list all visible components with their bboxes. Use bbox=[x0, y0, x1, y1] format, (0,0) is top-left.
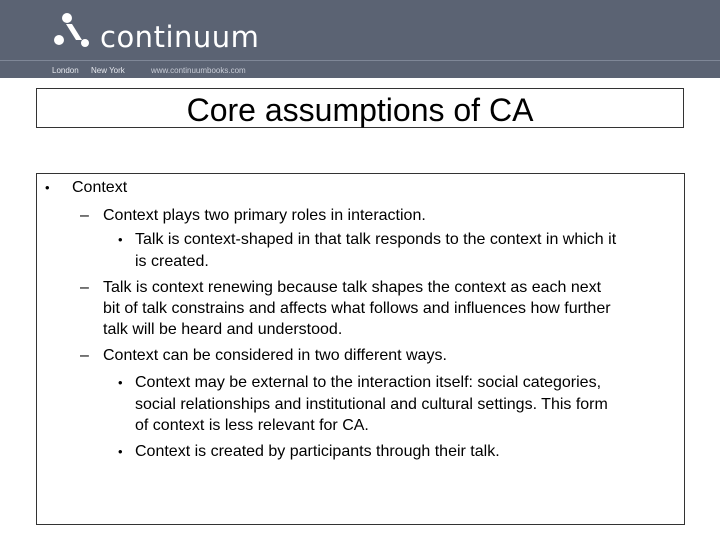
subbullet-context-renewing-line1: Talk is context renewing because talk shapes the context as each next bbox=[103, 279, 602, 296]
bullet-marker: • bbox=[118, 444, 123, 459]
point-context-shaped-line2: is created. bbox=[135, 253, 209, 270]
point-external-line3: of context is less relevant for CA. bbox=[135, 417, 369, 434]
bullet-context: Context bbox=[72, 179, 128, 196]
header-divider bbox=[0, 60, 720, 61]
subbullet-context-renewing-line3: talk will be heard and understood. bbox=[103, 321, 343, 338]
bullet-marker: • bbox=[45, 180, 50, 195]
slide-title: Core assumptions of CA bbox=[186, 92, 534, 128]
point-external-line1: Context may be external to the interaction itself: social categories, bbox=[135, 374, 602, 391]
point-context-shaped-line1: Talk is context-shaped in that talk responds to the context in which it bbox=[135, 231, 617, 248]
subbullet-two-roles: Context plays two primary roles in interaction. bbox=[103, 207, 426, 224]
location-london: London bbox=[52, 66, 79, 75]
dash-marker: – bbox=[80, 207, 89, 224]
continuum-logo-icon bbox=[52, 10, 92, 50]
publisher-website: www.continuumbooks.com bbox=[151, 66, 246, 75]
dash-marker: – bbox=[80, 347, 89, 364]
subbullet-context-renewing-line2: bit of talk constrains and affects what follows and influences how further bbox=[103, 300, 611, 317]
point-created-by-participants: Context is created by participants through their talk. bbox=[135, 443, 500, 460]
location-new-york: New York bbox=[91, 66, 125, 75]
dash-marker: – bbox=[80, 279, 89, 296]
bullet-marker: • bbox=[118, 375, 123, 390]
point-external-line2: social relationships and institutional and cultural settings. This form bbox=[135, 396, 608, 413]
title-box bbox=[36, 88, 684, 128]
bullet-marker: • bbox=[118, 232, 123, 247]
subbullet-two-ways: Context can be considered in two different ways. bbox=[103, 347, 447, 364]
logo-text: continuum bbox=[100, 20, 260, 54]
